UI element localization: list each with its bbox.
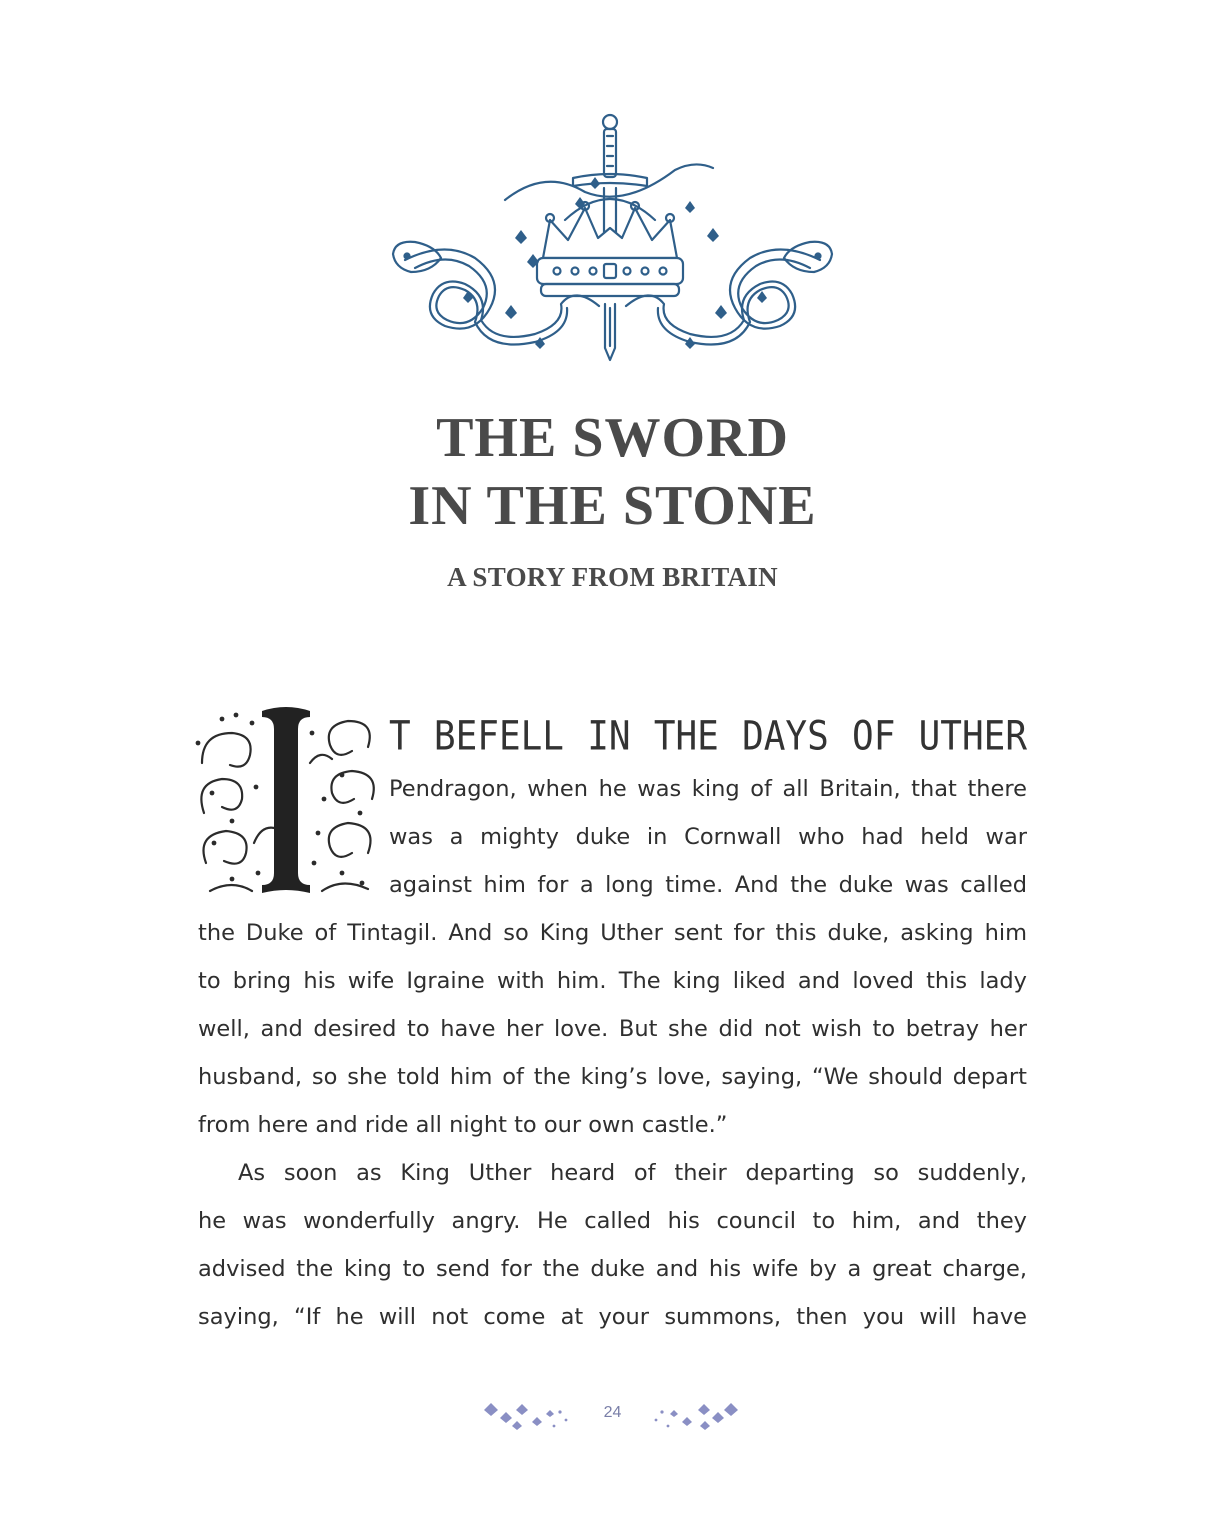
body-line-11: advised the king to send for the duke and his wife by a great charge, <box>198 1256 1027 1282</box>
body-line-8: from here and ride all night to our own castle.” <box>198 1112 728 1138</box>
chapter-title-line-1: THE SWORD <box>436 407 789 469</box>
chapter-title-line-2: IN THE STONE <box>408 475 817 537</box>
ivy-leaves-icon <box>650 1400 740 1436</box>
chapter-subtitle: A STORY FROM BRITAIN <box>447 562 778 592</box>
body-line-12: saying, “If he will not come at your summons, then you will have <box>198 1304 1027 1330</box>
body-line-4: the Duke of Tintagil. And so King Uther sent for this duke, asking him <box>198 920 1027 946</box>
sword-crown-serpents-emblem-icon <box>385 108 840 370</box>
body-line-10: he was wonderfully angry. He called his council to him, and they <box>198 1208 1027 1234</box>
body-line-2: was a mighty duke in Cornwall who had held war <box>389 824 1027 850</box>
ivy-leaves-icon <box>482 1400 572 1436</box>
page-number: 24 <box>603 1404 622 1421</box>
body-line-7: husband, so she told him of the king’s love, saying, “We should depart <box>198 1064 1027 1090</box>
opening-words: T BEFELL IN THE DAYS OF UTHER <box>389 713 1027 760</box>
body-line-9: As soon as King Uther heard of their departing so suddenly, <box>238 1160 1027 1186</box>
body-line-5: to bring his wife Igraine with him. The king liked and loved this lady <box>198 968 1027 994</box>
body-line-1: Pendragon, when he was king of all Britain, that there <box>389 776 1027 802</box>
drop-cap <box>192 703 380 899</box>
body-line-3: against him for a long time. And the duke was called <box>389 872 1027 898</box>
body-line-6: well, and desired to have her love. But she did not wish to betray her <box>198 1016 1027 1042</box>
